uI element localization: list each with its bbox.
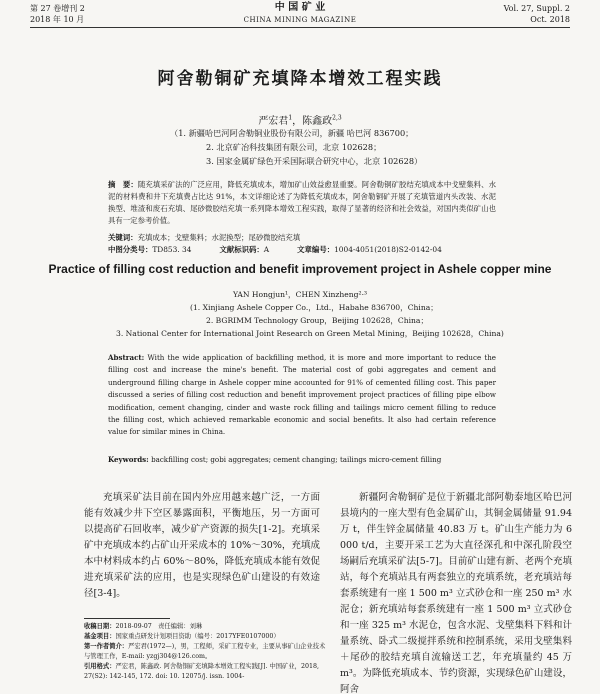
footnote-author: 第一作者简介：严宏君(1972—)，男，工程师，采矿工程专业，主要从事矿山企业技术与管理工作，E-mail: yzgj304@126.com。 <box>84 643 326 660</box>
header-rule <box>30 27 570 28</box>
footnote-citation: 引用格式：严宏君，陈鑫政. 阿舍勒铜矿充填降本增效工程实践[J]. 中国矿业，2018, 27(S2): 142-145, 172. doi: 10. 12075/j. issn. 1004- <box>84 663 319 680</box>
affiliation-cn-1: （1. 新疆哈巴河阿舍勒铜业股份有限公司，新疆 哈巴河 836700； <box>170 128 414 138</box>
header-date-en: Oct. 2018 <box>530 15 570 24</box>
authors-cn: 严宏君$^1$，陈鑫政$^{2,3}$ <box>258 114 342 127</box>
footnotes <box>84 622 330 694</box>
article-title-en: Practice of filling cost reduction and benefit improvement project in Ashele copper mine <box>48 262 552 276</box>
classification-cn: 中图分类号：TD853. 34 文献标识码：A 文章编号：1004-4051(2018)S2-0142-04 <box>108 245 442 254</box>
body-column-right: 新疆阿舍勒铜矿是位于新疆北部阿勒泰地区哈巴河县境内的一座大型有色金属矿山，其铜金属储量 91.94 万 t，伴生锌金属储量 40.83 万 t。矿山生产能力为 6 000 t/d，主要开采工艺为大直径深孔和中深孔阶段空场嗣后充填采矿法[5-7]。目前矿山建有新、老两个充填站，每个充填站具有两套独立的充填系统，老充填站每套系统建有一座 1 500 m³ 立式砂仓和一座 250 m³ 水泥仓；新充填站每套系统建有一座 1 500 m³ 立式砂仓和一座 325 m³ 水泥仓，包含水泥、戈壁集料下料和计量系统、卧式二级搅拌系统和控制系统，采用戈壁集料＋尾砂的胶结充填自流输送工艺，年充填量约 45 万 m³。为降低充填成本、节约资源，实现绿色矿山建设，阿舍 <box>340 492 572 694</box>
affiliation-en-3: 3. National Center for International Joint Research on Green Metal Mining，Beijing 102628，China) <box>116 329 504 338</box>
body-column-left: 充填采矿法目前在国内外应用越来越广泛，一方面能有效减少井下空区暴露面积，平衡地压，另一方面可以提高矿石回收率，减少矿产资源的损失[1-2]。充填采矿中充填成本约占矿山开采成本的 10%～30%，充填成本中材料成本约占 60%～80%，降低充填成本能有效促进充填采矿法的应用，也是实现绿色矿山建设的有效途径[3-4]。 <box>84 492 320 599</box>
abstract-cn <box>108 179 496 227</box>
footnote-funding: 基金项目：国家重点研发计划项目资助（编号：2017YFE0107000） <box>84 633 280 640</box>
journal-name-cn: 中 国 矿 业 <box>274 2 326 13</box>
abstract-en-text: With the wide application of backfilling method, it is more and more important to reduce the filling cost and increase the mine's benefit. The material cost of gobi aggregates and cement and underground filling charge in Ashele copper mine accounted for 91% of cemented filling cost. This paper discussed a series of filling cost reduction and benefit improvement project practices of filling pipe elbow modification, cement changing, cinder and waste rock filling and tailings micro cement filling to reduce the filling cost, which achieved remarkable economic and social benefits. It also had certain reference value for similar mines in China. <box>108 353 496 437</box>
header-volume: 第 27 卷增刊 2 <box>30 4 85 13</box>
affiliation-cn-2: 2. 北京矿冶科技集团有限公司，北京 102628； <box>206 142 382 152</box>
header-date: 2018 年 10 月 <box>30 15 85 24</box>
footnote-received: 收稿日期：2018-09-07 责任编辑：刘琳 <box>84 623 203 630</box>
journal-name-en: CHINA MINING MAGAZINE <box>243 16 357 24</box>
keywords-en: Keywords: backfilling cost; gobi aggregates; cement changing; tailings micro-cement filling <box>108 455 442 464</box>
keywords-cn: 关键词：充填成本；戈壁集料；水泥换型；尾砂微胶结充填 <box>108 233 301 242</box>
abstract-en <box>108 352 496 439</box>
affiliation-cn-3: 3. 国家金属矿绿色开采国际联合研究中心，北京 102628） <box>206 156 423 166</box>
authors-en: YAN Hongjun¹，CHEN Xinzheng²·³ <box>232 290 368 299</box>
abstract-cn-label: 摘 要： <box>108 180 138 189</box>
footnote-rule <box>84 618 170 619</box>
author-1: 严宏君 <box>258 116 289 127</box>
article-title-cn: 阿舍勒铜矿充填降本增效工程实践 <box>157 69 443 89</box>
header-volume-en: Vol. 27, Suppl. 2 <box>503 4 570 13</box>
abstract-cn-text: 随充填采矿法的广泛应用，降低充填成本，增加矿山效益愈显重要。阿舍勒铜矿胶结充填成本中戈壁集料、水泥的材料费和井下充填费占比达 91%，本文详细论述了为降低充填成本，阿舍勒铜矿开展了充填管道内头改装、水泥换型、堆渣和废石充填、尾砂微胶结充填一系列降本增效工程实践，取得了显著的经济和社会效益，对国内类似矿山也具有一定参考价值。 <box>108 180 496 225</box>
author-2: 陈鑫政 <box>302 116 333 127</box>
affiliation-en-2: 2. BGRIMM Technology Group，Beijing 102628，China； <box>206 316 429 325</box>
abstract-en-label: Abstract: <box>108 353 145 362</box>
affiliation-en-1: (1. Xinjiang Ashele Copper Co.，Ltd.，Habahe 836700，China； <box>190 303 438 312</box>
